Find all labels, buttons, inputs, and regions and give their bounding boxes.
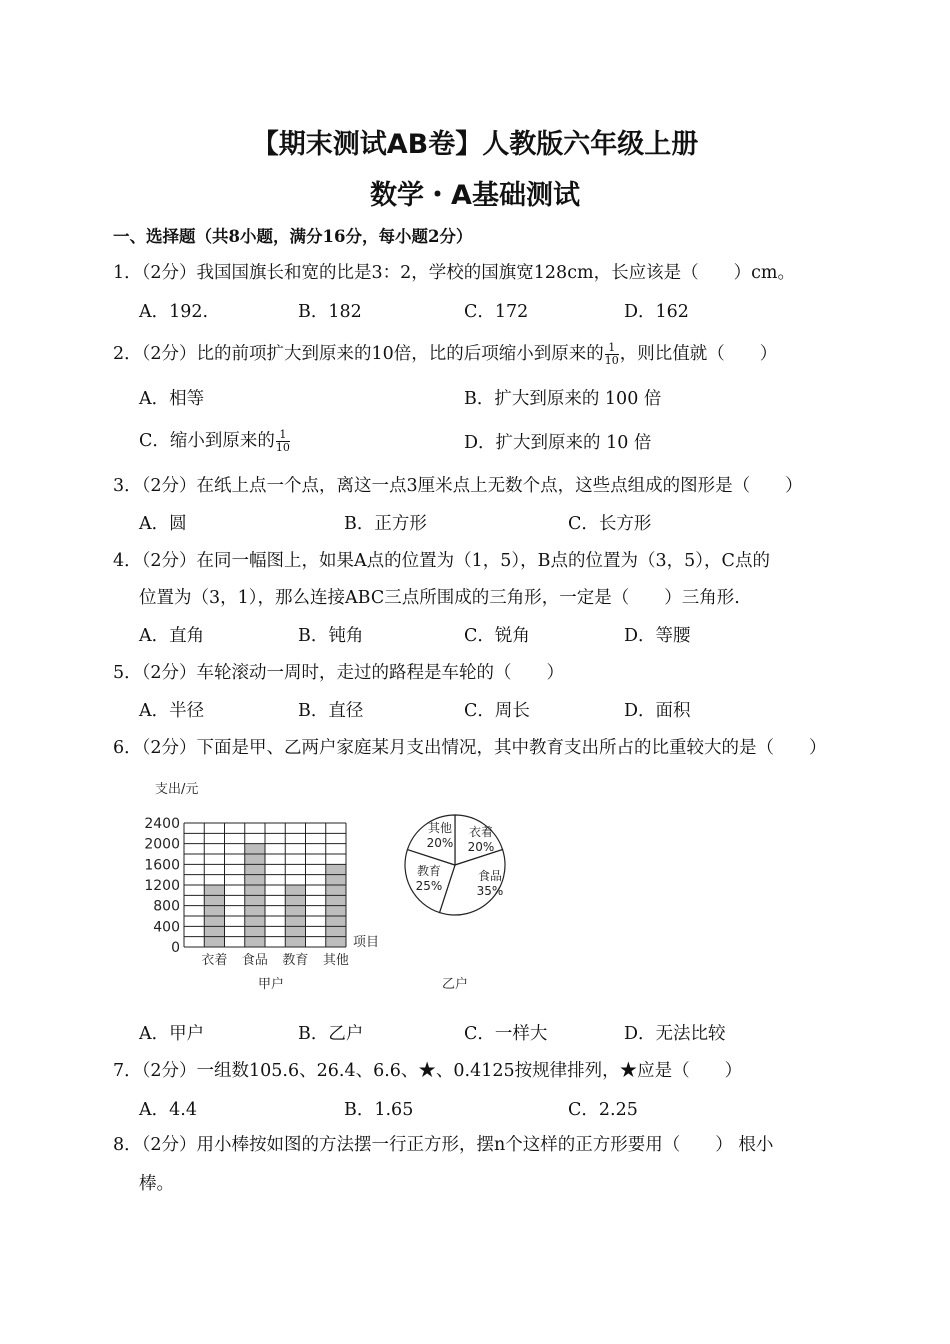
option-c[interactable]: C．缩小到原来的 $\frac{1}{10}$ xyxy=(139,428,290,454)
y-tick-label: 1600 xyxy=(144,857,180,874)
question-8-continued: 棒。 xyxy=(139,1174,174,1194)
x-category-label: 食品 xyxy=(241,953,268,968)
document-subtitle: 数学・A基础测试 xyxy=(370,180,580,211)
x-axis-label: 项目 xyxy=(353,935,380,950)
question-2 xyxy=(113,340,777,367)
option-a[interactable]: A．相等 xyxy=(139,389,205,409)
y-axis-label: 支出/元 xyxy=(155,782,199,797)
question-1 xyxy=(113,259,795,284)
option-b[interactable]: B．扩大到原来的 100 倍 xyxy=(464,389,662,409)
x-category-label: 其他 xyxy=(322,953,349,968)
question-5: 5．（2分）车轮滚动一周时，走过的路程是车轮的（ ） xyxy=(113,663,565,683)
option-d[interactable]: D．无法比较 xyxy=(624,1024,726,1044)
pie-chart-yi xyxy=(405,815,505,992)
section-heading: 一、选择题（共8小题，满分16分，每小题2分） xyxy=(113,227,473,246)
slice-value-label: 20% xyxy=(467,840,495,854)
question-number: 1． xyxy=(113,263,142,283)
document-title: 【期末测试AB卷】人教版六年级上册 xyxy=(251,129,699,160)
question-text-end: ，则比值就（ ） xyxy=(619,344,778,364)
option-c[interactable]: C．2.25 xyxy=(568,1100,638,1120)
option-d[interactable]: D．162 xyxy=(624,302,689,322)
expense-charts xyxy=(0,770,950,1010)
y-tick-label: 400 xyxy=(153,919,180,936)
option-c[interactable]: C．锐角 xyxy=(464,626,530,646)
slice-label: 教育 xyxy=(416,864,442,878)
slice-value-label: 20% xyxy=(426,836,454,850)
fraction: $\frac{1}{10}$ xyxy=(604,341,619,367)
slice-label: 食品 xyxy=(477,869,503,883)
question-number: 2． xyxy=(113,344,142,364)
y-tick-label: 1200 xyxy=(144,878,180,894)
option-d[interactable]: D．扩大到原来的 10 倍 xyxy=(464,433,652,453)
slice-value-label: 25% xyxy=(415,879,443,893)
option-a[interactable]: A．192. xyxy=(139,302,209,322)
y-tick-label: 800 xyxy=(153,898,180,915)
option-b[interactable]: B．182 xyxy=(298,302,362,322)
question-6: 6．（2分）下面是甲、乙两户家庭某月支出情况，其中教育支出所占的比重较大的是（ ） xyxy=(113,738,827,758)
option-a[interactable]: A．4.4 xyxy=(139,1100,197,1120)
question-4: 4．（2分）在同一幅图上，如果A点的位置为（1，5），B点的位置为（3，5），C点的 xyxy=(113,551,770,571)
option-b[interactable]: B．直径 xyxy=(298,701,364,721)
option-b[interactable]: B．钝角 xyxy=(298,626,364,646)
question-8: 8．（2分）用小棒按如图的方法摆一行正方形，摆n个这样的正方形要用（ ） 根小 xyxy=(113,1135,774,1155)
slice-label: 衣着 xyxy=(468,825,494,839)
question-3: 3．（2分）在纸上点一个点，离这一点3厘米点上无数个点，这些点组成的图形是（ ） xyxy=(113,476,803,496)
question-text: （2分）比的前项扩大到原来的10倍，比的后项缩小到原来的 xyxy=(141,344,604,364)
question-4-continued: 位置为（3，1），那么连接ABC三点所围成的三角形，一定是（ ）三角形. xyxy=(139,588,740,608)
chart-title: 甲户 xyxy=(258,977,285,992)
option-a[interactable]: A．直角 xyxy=(139,626,205,646)
option-a[interactable]: A．半径 xyxy=(139,701,205,721)
y-tick-label: 2000 xyxy=(144,836,180,853)
y-tick-label: 0 xyxy=(171,940,180,956)
slice-value-label: 35% xyxy=(476,884,504,898)
option-a[interactable]: A．圆 xyxy=(139,514,187,534)
option-c[interactable]: C．172 xyxy=(464,302,529,322)
y-tick-label: 2400 xyxy=(144,816,180,832)
question-text: （2分）我国国旗长和宽的比是3：2，学校的国旗宽128cm，长应该是（ ）cm。 xyxy=(141,263,795,283)
option-c[interactable]: C．长方形 xyxy=(568,514,652,534)
bar-chart-jia xyxy=(144,781,379,992)
option-a[interactable]: A．甲户 xyxy=(139,1024,205,1044)
x-category-label: 衣着 xyxy=(201,953,228,968)
option-b[interactable]: B．乙户 xyxy=(298,1024,364,1044)
slice-label: 其他 xyxy=(427,821,453,835)
x-category-label: 教育 xyxy=(282,953,309,968)
option-d[interactable]: D．等腰 xyxy=(624,626,691,646)
option-d[interactable]: D．面积 xyxy=(624,701,691,721)
chart-title: 乙户 xyxy=(441,977,469,992)
option-c[interactable]: C．周长 xyxy=(464,701,530,721)
question-7: 7．（2分）一组数105.6、26.4、6.6、★、0.4125按规律排列，★应是（ ） xyxy=(113,1061,743,1081)
option-c[interactable]: C．一样大 xyxy=(464,1024,548,1044)
fraction: $\frac{1}{10}$ xyxy=(275,428,290,454)
option-b[interactable]: B．1.65 xyxy=(344,1100,414,1120)
option-b[interactable]: B．正方形 xyxy=(344,514,427,534)
